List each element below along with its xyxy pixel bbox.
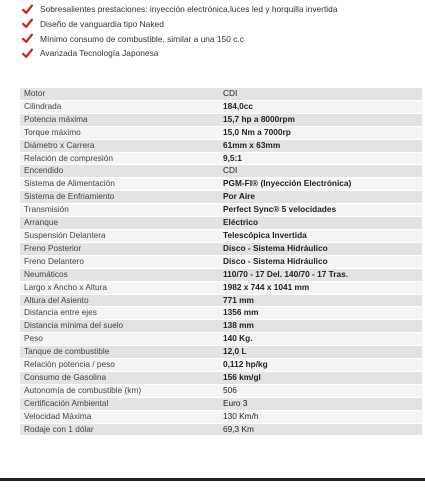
spec-row <box>20 320 422 333</box>
spec-row <box>20 242 422 255</box>
spec-label: Sistema de Enfriamiento <box>20 191 219 204</box>
spec-value: Disco - Sistema Hidráulico <box>219 255 422 268</box>
spec-value: PGM-FI® (Inyección Electrónica) <box>219 178 422 191</box>
spec-label: Peso <box>20 333 219 346</box>
spec-label: Potencia máxima <box>20 113 219 126</box>
spec-row <box>20 178 422 191</box>
spec-value: CDI <box>219 165 422 178</box>
spec-label: Neumáticos <box>20 268 219 281</box>
spec-label: Arranque <box>20 217 219 230</box>
spec-row <box>20 268 422 281</box>
spec-value: 140 Kg. <box>219 333 422 346</box>
spec-value: 138 mm <box>219 320 422 333</box>
feature-item <box>22 2 422 16</box>
spec-row <box>20 359 422 372</box>
spec-row <box>20 255 422 268</box>
spec-row <box>20 217 422 230</box>
spec-label: Transmisión <box>20 204 219 217</box>
spec-label: Diámetro x Carrera <box>20 139 219 152</box>
spec-value: Disco - Sistema Hidráulico <box>219 242 422 255</box>
bottom-divider <box>0 478 425 481</box>
spec-row <box>20 126 422 139</box>
spec-value: Perfect Sync® 5 velocidades <box>219 204 422 217</box>
spec-row <box>20 113 422 126</box>
spec-row <box>20 165 422 178</box>
spec-label: Distancia entre ejes <box>20 307 219 320</box>
spec-row <box>20 423 422 436</box>
spec-label: Suspensión Delantera <box>20 229 219 242</box>
spec-row <box>20 100 422 113</box>
spec-value: CDI <box>219 88 422 100</box>
check-icon <box>22 4 33 15</box>
spec-label: Velocidad Máxima <box>20 410 219 423</box>
spec-value: 15,0 Nm a 7000rp <box>219 126 422 139</box>
spec-row <box>20 397 422 410</box>
spec-row <box>20 307 422 320</box>
spec-value: 1356 mm <box>219 307 422 320</box>
spec-label: Relación potencia / peso <box>20 359 219 372</box>
check-icon <box>22 48 33 59</box>
spec-value: 156 km/gl <box>219 371 422 384</box>
spec-label: Motor <box>20 88 219 100</box>
spec-label: Freno Posterior <box>20 242 219 255</box>
spec-row <box>20 204 422 217</box>
spec-label: Cilindrada <box>20 100 219 113</box>
spec-row <box>20 88 422 100</box>
spec-value: 15,7 hp a 8000rpm <box>219 113 422 126</box>
spec-label: Autonomía de combustible (km) <box>20 384 219 397</box>
check-icon <box>22 18 33 29</box>
spec-label: Encendido <box>20 165 219 178</box>
feature-text: Mínimo consumo de combustible, similar a una 150 c.c <box>40 33 244 44</box>
spec-label: Largo x Ancho x Altura <box>20 281 219 294</box>
spec-value: 61mm x 63mm <box>219 139 422 152</box>
spec-value: 9,5:1 <box>219 152 422 165</box>
spec-value: Telescópica Invertida <box>219 229 422 242</box>
spec-label: Freno Delantero <box>20 255 219 268</box>
spec-row <box>20 346 422 359</box>
feature-item <box>22 46 422 60</box>
feature-text: Avanzada Tecnología Japonesa <box>40 48 159 59</box>
spec-value: 69,3 Km <box>219 423 422 436</box>
spec-row <box>20 139 422 152</box>
spec-row <box>20 410 422 423</box>
feature-item <box>22 32 422 46</box>
spec-value: 1982 x 744 x 1041 mm <box>219 281 422 294</box>
spec-row <box>20 371 422 384</box>
feature-text: Diseño de vanguardia tipo Naked <box>40 18 164 29</box>
spec-value: 110/70 - 17 Del. 140/70 - 17 Tras. <box>219 268 422 281</box>
spec-row <box>20 191 422 204</box>
spec-value: 130 Km/h <box>219 410 422 423</box>
feature-item <box>22 17 422 31</box>
spec-row <box>20 333 422 346</box>
spec-label: Tanque de combustible <box>20 346 219 359</box>
spec-table <box>20 88 422 436</box>
spec-label: Distancia mínima del suelo <box>20 320 219 333</box>
spec-value: 506 <box>219 384 422 397</box>
spec-row <box>20 384 422 397</box>
spec-value: 12,0 L <box>219 346 422 359</box>
check-icon <box>22 33 33 44</box>
spec-label: Certificación Ambiental <box>20 397 219 410</box>
spec-label: Rodaje con 1 dólar <box>20 423 219 436</box>
spec-label: Sistema de Alimentación <box>20 178 219 191</box>
spec-value: 771 mm <box>219 294 422 307</box>
feature-text: Sobresalientes prestaciones: inyección electrónica,luces led y horquilla invertida <box>40 4 338 14</box>
spec-label: Torque máximo <box>20 126 219 139</box>
spec-label: Consumo de Gasolina <box>20 371 219 384</box>
spec-label: Altura del Asiento <box>20 294 219 307</box>
spec-row <box>20 229 422 242</box>
spec-value: 0,112 hp/kg <box>219 359 422 372</box>
feature-list <box>22 2 422 61</box>
spec-value: Euro 3 <box>219 397 422 410</box>
spec-row <box>20 281 422 294</box>
spec-value: 184,0cc <box>219 100 422 113</box>
spec-value: Eléctrico <box>219 217 422 230</box>
spec-row <box>20 152 422 165</box>
spec-label: Relación de compresión <box>20 152 219 165</box>
spec-row <box>20 294 422 307</box>
spec-value: Por Aire <box>219 191 422 204</box>
